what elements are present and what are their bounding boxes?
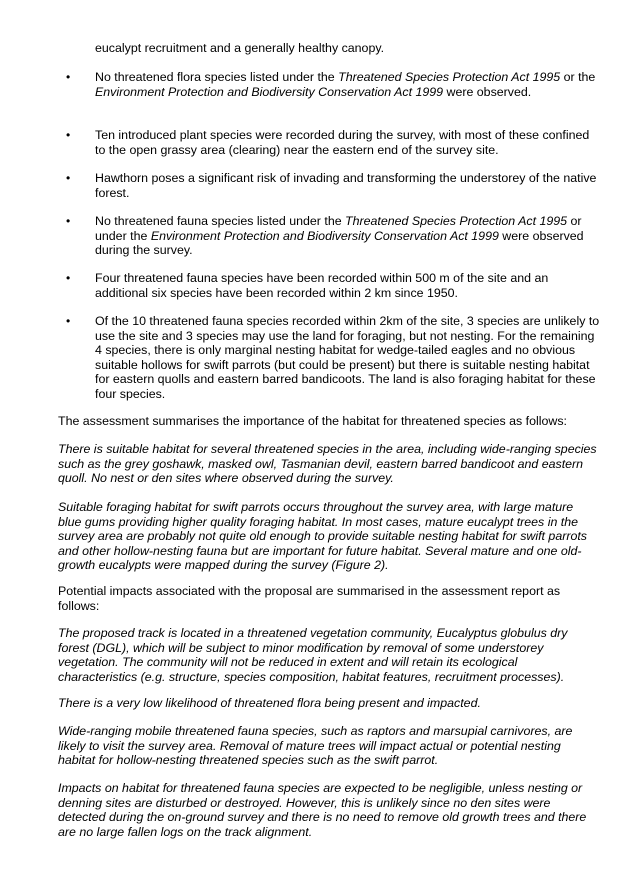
habitat-intro: The assessment summarises the importance of the habitat for threatened species as follows: xyxy=(58,414,567,428)
bullet-marker: • xyxy=(66,314,71,328)
bullet-marker: • xyxy=(66,271,71,285)
bullet-text xyxy=(95,70,600,99)
bullet-text-part: No threatened fauna species listed under the xyxy=(95,214,346,228)
bullet-text-part: or under the xyxy=(95,214,582,243)
continuation-text: eucalypt recruitment and a generally healthy canopy. xyxy=(95,41,385,55)
bullet-text xyxy=(95,214,600,258)
bullet-marker: • xyxy=(66,214,71,228)
bullet-text: Ten introduced plant species were recorded during the survey, with most of these confined to the open grassy area (clearing) near the eastern end of the survey site. xyxy=(95,128,590,157)
habitat-quote: There is suitable habitat for several threatened species in the area, including wide-ranging species such as the grey goshawk, masked owl, Tasmanian devil, eastern barred bandicoot and eastern quoll. No nest or den sites where observed during the survey. xyxy=(58,442,597,486)
habitat-quote: Suitable foraging habitat for swift parrots occurs throughout the survey area, with large mature blue gums providing higher quality foraging habitat. In most cases, mature eucalypt trees in the survey area are probably not quite old enough to provide suitable nesting habitat for swift parrots and other hollow-nesting fauna but are important for future habitat. Several mature and one old-growth eucalypts were mapped during the survey (Figure 2). xyxy=(58,500,587,573)
act-title: Threatened Species Protection Act 1995 xyxy=(338,70,561,84)
bullet-text-part: or the xyxy=(560,70,596,84)
bullet-marker: • xyxy=(66,70,71,84)
bullet-text-part: were observed. xyxy=(443,84,532,99)
act-title: Environment Protection and Biodiversity Conservation Act 1999 xyxy=(95,84,444,99)
impacts-quote: Impacts on habitat for threatened fauna species are expected to be negligible, unless nesting or denning sites are disturbed or destroyed. However, this is unlikely since no den sites were detected during the on-ground survey and there is no need to remove old growth trees and there are no large fallen logs on the track alignment. xyxy=(58,781,587,839)
bullet-text-part: No threatened flora species listed under the xyxy=(95,70,339,84)
bullet-text: Of the 10 threatened fauna species recorded within 2km of the site, 3 species are unlikely to use the site and 3 species may use the land for foraging, but not nesting. For the remaining 4 species, there is only marginal nesting habitat for wedge-tailed eagles and no obvious suitable hollows for swift parrots (but could be present) but there is suitable nesting habitat for eastern quolls and eastern barred bandicoots. The land is also foraging habitat for these four species. xyxy=(95,314,600,401)
impacts-quote: There is a very low likelihood of threatened flora being present and impacted. xyxy=(58,696,481,710)
bullet-text: Four threatened fauna species have been recorded within 500 m of the site and an additional six species have been recorded within 2 km since 1950. xyxy=(95,271,549,300)
impacts-intro: Potential impacts associated with the proposal are summarised in the assessment report as follows: xyxy=(58,584,561,613)
bullet-text-part: were observed during the survey. xyxy=(95,228,584,258)
act-title: Threatened Species Protection Act 1995 xyxy=(345,214,568,228)
impacts-quote: The proposed track is located in a threatened vegetation community, Eucalyptus globulus dry forest (DGL), which will be subject to minor modification by removal of some understorey vegetation. The community will not be reduced in extent and will retain its ecological characteristics (e.g. structure, species composition, habitat features, recruitment processes). xyxy=(58,626,568,684)
bullet-marker: • xyxy=(66,128,71,142)
bullet-marker: • xyxy=(66,171,71,185)
act-title: Environment Protection and Biodiversity Conservation Act 1999 xyxy=(150,228,499,243)
bullet-text: Hawthorn poses a significant risk of invading and transforming the understorey of the native forest. xyxy=(95,171,597,200)
impacts-quote: Wide-ranging mobile threatened fauna species, such as raptors and marsupial carnivores, are likely to visit the survey area. Removal of mature trees will impact actual or potential nesting habitat for hollow-nesting threatened species such as the swift parrot. xyxy=(58,724,573,768)
